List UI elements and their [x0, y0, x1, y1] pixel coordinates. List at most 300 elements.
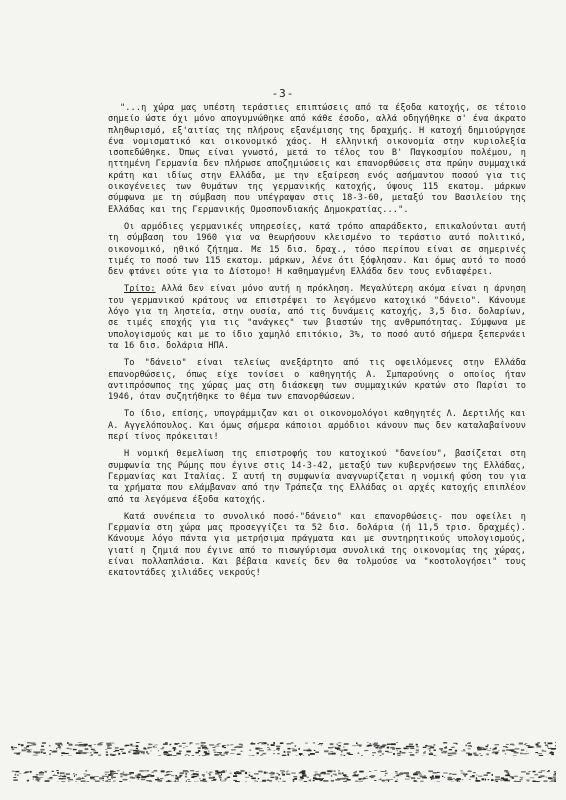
noise-speck: [33, 779, 34, 780]
noise-speck: [445, 752, 446, 754]
noise-speck: [21, 744, 24, 746]
noise-speck: [448, 755, 450, 756]
noise-speck: [52, 751, 57, 752]
paragraph-text: Οι αρμόδιες γερμανικές υπηρεσίες, κατά τρόπο απαράδεκτο, επικαλούνται αυτή τη σύμβαση του 1960 για να θεωρήσουν κλεισμένο το τεράστιο αυτό πολιτικό, οικονομικό, ηθικό ζήτημα. Με 15 δισ. δραχ., τόσο περίπου είναι σε σημερινές τιμές το ποσό των 115 εκατομ. μάρκων, λένε ότι ξόφλησαν. Και όμως αυτό το ποσό δεν φτάνει ούτε για το Δίστομο! Η καθημαγμένη Ελλάδα δεν τους ενδιαφέρει.: [108, 221, 526, 278]
noise-speck: [299, 780, 303, 781]
noise-speck: [199, 755, 200, 756]
noise-speck: [13, 780, 17, 781]
noise-speck: [18, 753, 21, 754]
noise-speck: [403, 748, 406, 749]
noise-speck: [443, 751, 447, 753]
noise-speck: [23, 773, 25, 774]
noise-speck: [337, 778, 341, 780]
noise-speck: [273, 742, 275, 744]
noise-speck: [209, 774, 211, 775]
noise-speck: [37, 780, 39, 781]
noise-speck: [130, 744, 132, 746]
noise-speck: [113, 773, 118, 774]
noise-speck: [512, 778, 514, 779]
noise-speck: [201, 745, 203, 746]
noise-speck: [333, 774, 337, 775]
paragraph-prefix: Τρίτο:: [124, 284, 156, 295]
noise-speck: [79, 744, 83, 745]
noise-speck: [424, 776, 426, 777]
noise-speck: [193, 773, 197, 775]
noise-speck: [399, 748, 401, 749]
noise-speck: [145, 776, 147, 777]
noise-speck: [55, 743, 60, 745]
noise-speck: [428, 749, 431, 750]
noise-speck: [233, 775, 237, 777]
noise-speck: [343, 781, 347, 782]
noise-speck: [530, 778, 535, 779]
noise-speck: [108, 779, 111, 780]
noise-speck: [169, 774, 171, 775]
noise-speck: [206, 772, 207, 773]
noise-speck: [12, 771, 15, 772]
noise-speck: [267, 747, 270, 748]
paragraph-text: "...η χώρα μας υπέστη τεράστιες επιπτώσεις από τα έξοδα κατοχής, σε τέτοιο σημείο ώστε όχι μόνο απογυμνώθηκε από κάθε έσοδο, αλλά οδηγήθηκε σ' ένα άκρατο πληθωρισμό, εξ'αιτίας της πλήρους εξανέμισης της δραχμής. Η κατοχή δημιούργησε ένα νομισματικό και οικονομικό χάος. Η ελληνική οικονομία στην κυριολεξία ισοπεδώθηκε. Όπως είναι γνωστό, μετά το τέλος του Β' Παγκοσμίου πολέμου, η ηττημένη Γερμανία δεν πλήρωσε αποζημιώσεις και επανορθώσεις στα πρώην συμμαχικά κράτη και ιδίως στην Ελλάδα, με την εξαίρεση ενός ασήμαντου ποσού για τις οικογένειες των θυμάτων της γερμανικής κατοχής, ύψους 115 εκατομ. μάρκων σύμφωνα με τη σύμβαση που υπέγραψαν στις 18-3-60, μεταξύ του Βασιλείου της Ελλάδας και της Γερμανικής Ομοσπονδιακής Δημοκρατίας...".: [108, 103, 526, 215]
noise-speck: [338, 745, 341, 747]
noise-speck: [14, 747, 17, 748]
noise-speck: [119, 781, 121, 782]
noise-speck: [341, 751, 342, 752]
noise-speck: [177, 752, 179, 753]
noise-speck: [123, 779, 128, 781]
noise-speck: [293, 776, 297, 777]
noise-speck: [303, 750, 308, 751]
noise-speck: [487, 772, 491, 773]
noise-speck: [107, 748, 112, 749]
paragraph: [108, 358, 526, 403]
noise-speck: [519, 743, 523, 745]
noise-speck: [547, 746, 548, 748]
noise-speck: [291, 748, 295, 749]
noise-speck: [328, 753, 333, 755]
noise-speck: [273, 773, 275, 775]
noise-speck: [221, 755, 225, 756]
noise-speck: [545, 777, 547, 778]
noise-speck: [367, 742, 368, 743]
noise-speck: [277, 753, 280, 754]
noise-speck: [468, 770, 471, 772]
noise-speck: [40, 749, 44, 751]
noise-speck: [125, 745, 129, 746]
noise-speck: [541, 770, 546, 771]
noise-speck: [59, 778, 63, 779]
noise-speck: [449, 749, 452, 750]
noise-speck: [315, 752, 319, 753]
noise-speck: [480, 747, 484, 748]
page-number: -3-: [271, 87, 295, 100]
noise-speck: [136, 745, 139, 747]
noise-speck: [302, 775, 306, 777]
noise-speck: [53, 750, 57, 752]
noise-speck: [448, 753, 452, 755]
noise-speck: [76, 752, 81, 754]
noise-speck: [174, 743, 178, 745]
noise-speck: [467, 771, 472, 772]
noise-speck: [435, 776, 440, 778]
noise-speck: [286, 772, 288, 773]
noise-speck: [142, 751, 145, 753]
noise-speck: [110, 743, 115, 744]
noise-speck: [39, 777, 44, 778]
noise-speck: [503, 746, 507, 747]
noise-speck: [244, 771, 245, 772]
noise-speck: [91, 749, 95, 750]
noise-speck: [396, 773, 398, 774]
noise-speck: [49, 753, 51, 755]
noise-speck: [12, 749, 15, 750]
noise-speck: [164, 775, 166, 776]
noise-speck: [197, 775, 199, 776]
noise-speck: [39, 774, 44, 775]
noise-speck: [35, 777, 38, 778]
noise-speck: [487, 772, 490, 773]
noise-speck: [532, 781, 535, 783]
noise-speck: [201, 742, 206, 743]
noise-speck: [61, 755, 63, 756]
noise-speck: [150, 751, 152, 752]
noise-speck: [335, 747, 340, 749]
noise-speck: [327, 770, 332, 772]
noise-speck: [205, 748, 209, 750]
noise-speck: [548, 748, 552, 749]
noise-speck: [143, 748, 146, 750]
noise-speck: [166, 772, 168, 773]
noise-speck: [343, 747, 344, 748]
noise-speck: [185, 773, 187, 775]
noise-speck: [468, 748, 471, 749]
noise-speck: [328, 747, 333, 748]
noise-speck: [473, 772, 476, 773]
noise-speck: [547, 771, 550, 772]
noise-speck: [158, 755, 161, 756]
noise-speck: [549, 781, 554, 782]
noise-speck: [423, 747, 427, 748]
noise-speck: [78, 742, 82, 743]
paragraph-quote: [108, 103, 526, 216]
noise-speck: [353, 772, 355, 773]
noise-speck: [315, 778, 320, 780]
noise-speck: [338, 748, 341, 749]
noise-speck: [397, 750, 398, 751]
noise-speck: [253, 755, 255, 756]
noise-speck: [394, 777, 396, 778]
noise-speck: [13, 777, 16, 778]
noise-speck: [456, 781, 458, 782]
noise-speck: [416, 752, 418, 753]
noise-speck: [178, 743, 179, 744]
noise-speck: [185, 755, 187, 756]
noise-speck: [274, 750, 275, 751]
noise-speck: [470, 776, 475, 777]
noise-speck: [75, 744, 79, 745]
noise-speck: [121, 751, 123, 752]
noise-speck: [202, 747, 203, 749]
noise-speck: [68, 779, 73, 780]
noise-speck: [110, 754, 112, 756]
noise-speck: [174, 749, 176, 750]
noise-speck: [190, 770, 194, 771]
noise-speck: [86, 781, 89, 782]
noise-speck: [387, 744, 391, 745]
noise-speck: [146, 780, 151, 781]
noise-speck: [123, 774, 127, 776]
noise-speck: [107, 780, 108, 781]
noise-speck: [217, 752, 222, 753]
noise-speck: [429, 753, 433, 755]
noise-speck: [252, 742, 253, 743]
noise-speck: [338, 770, 339, 771]
noise-speck: [52, 771, 54, 772]
noise-speck: [269, 773, 273, 774]
noise-speck: [433, 772, 437, 773]
noise-speck: [514, 781, 516, 782]
noise-speck: [250, 776, 252, 777]
paragraph-text: Αλλά δεν είναι μόνο αυτή η πρόκληση. Μεγαλύτερη ακόμα είναι η άρνηση του γερμανικού κράτους να επιστρέψει το λεγόμενο κατοχικό "δάνειο". Κάνουμε λόγο για τη ληστεία, στην ουσία, από τις δυνάμεις κατοχής, 3,5 δισ. δολαρίων, σε τιμές εποχής για τις "ανάγκες" των βιαστών της ανθρωπότητας. Σύμφωνα με υπολογισμούς και με το ίδιο χαμηλό επιτόκιο, 3%, το ποσό αυτό σήμερα ξεπερνάει τα 16 δισ. δολάρια ΗΠΑ.: [108, 284, 526, 351]
noise-speck: [86, 753, 88, 754]
noise-speck: [237, 754, 241, 755]
noise-speck: [27, 742, 32, 743]
noise-speck: [35, 777, 37, 778]
noise-speck: [428, 746, 432, 747]
noise-speck: [179, 775, 182, 776]
noise-speck: [406, 773, 409, 775]
noise-speck: [283, 771, 285, 772]
noise-speck: [251, 778, 256, 780]
noise-speck: [359, 778, 362, 780]
noise-speck: [203, 779, 206, 781]
noise-speck: [378, 780, 379, 781]
noise-speck: [98, 744, 102, 746]
noise-speck: [54, 774, 55, 775]
noise-speck: [198, 748, 201, 749]
noise-speck: [108, 745, 113, 746]
noise-speck: [359, 746, 361, 747]
noise-speck: [314, 775, 316, 777]
noise-speck: [476, 775, 477, 776]
noise-speck: [495, 752, 498, 754]
noise-speck: [293, 750, 297, 752]
noise-speck: [141, 776, 146, 778]
noise-speck: [548, 743, 553, 745]
noise-speck: [19, 773, 21, 774]
noise-speck: [304, 781, 308, 782]
noise-speck: [170, 755, 174, 756]
noise-speck: [160, 778, 163, 779]
noise-speck: [338, 742, 341, 743]
noise-speck: [138, 746, 140, 747]
noise-speck: [432, 778, 437, 779]
noise-speck: [344, 755, 346, 756]
noise-speck: [110, 754, 114, 755]
noise-speck: [528, 746, 533, 748]
noise-speck: [280, 778, 281, 780]
noise-speck: [209, 772, 212, 773]
noise-speck: [393, 753, 395, 755]
noise-speck: [555, 773, 556, 774]
noise-speck: [344, 778, 348, 779]
noise-speck: [231, 744, 234, 745]
noise-speck: [62, 776, 66, 777]
noise-speck: [309, 780, 311, 781]
noise-speck: [191, 774, 196, 775]
noise-speck: [449, 774, 451, 775]
noise-speck: [238, 772, 242, 774]
noise-speck: [368, 745, 372, 747]
noise-speck: [500, 780, 504, 781]
noise-speck: [154, 745, 157, 746]
noise-speck: [147, 770, 149, 771]
noise-speck: [372, 752, 376, 753]
noise-speck: [91, 754, 93, 755]
noise-speck: [326, 773, 329, 774]
noise-speck: [18, 744, 20, 745]
noise-speck: [126, 779, 127, 780]
noise-speck: [535, 781, 540, 782]
noise-speck: [222, 770, 224, 771]
noise-speck: [149, 776, 154, 777]
noise-speck: [457, 778, 461, 780]
noise-speck: [468, 754, 471, 756]
noise-speck: [271, 744, 275, 746]
noise-speck: [138, 778, 139, 779]
noise-speck: [58, 744, 61, 746]
noise-speck: [258, 748, 262, 749]
noise-speck: [200, 780, 203, 781]
noise-speck: [175, 775, 177, 777]
noise-speck: [430, 777, 434, 779]
noise-speck: [428, 770, 433, 772]
noise-speck: [330, 771, 332, 772]
noise-speck: [257, 781, 258, 782]
noise-speck: [139, 751, 142, 753]
noise-speck: [82, 745, 86, 747]
noise-speck: [506, 772, 509, 773]
noise-speck: [102, 776, 105, 777]
noise-speck: [434, 744, 436, 746]
noise-speck: [331, 780, 334, 782]
noise-speck: [225, 752, 229, 753]
noise-speck: [385, 775, 386, 776]
noise-speck: [120, 776, 122, 778]
noise-speck: [58, 776, 60, 777]
noise-speck: [520, 753, 523, 754]
noise-speck: [191, 777, 194, 778]
noise-speck: [122, 753, 126, 754]
noise-speck: [417, 778, 420, 779]
noise-speck: [95, 781, 100, 783]
noise-speck: [284, 751, 286, 753]
noise-speck: [376, 747, 379, 748]
noise-speck: [139, 770, 143, 772]
noise-speck: [73, 773, 75, 774]
noise-speck: [396, 748, 400, 749]
noise-speck: [486, 754, 489, 756]
noise-speck: [399, 773, 403, 775]
noise-speck: [258, 771, 262, 773]
noise-speck: [478, 746, 479, 748]
noise-speck: [481, 755, 483, 756]
noise-speck: [294, 778, 297, 780]
noise-speck: [553, 777, 556, 778]
noise-speck: [513, 777, 515, 778]
noise-speck: [141, 752, 145, 753]
noise-speck: [332, 753, 336, 755]
noise-speck: [416, 746, 418, 747]
noise-speck: [267, 750, 271, 751]
noise-speck: [107, 745, 109, 747]
noise-speck: [179, 751, 182, 752]
noise-speck: [89, 745, 92, 746]
noise-speck: [378, 751, 380, 752]
noise-speck: [115, 750, 119, 751]
noise-speck: [479, 753, 480, 754]
noise-speck: [466, 753, 470, 754]
noise-speck: [37, 751, 40, 753]
noise-speck: [485, 746, 488, 747]
noise-speck: [98, 755, 101, 756]
noise-speck: [82, 745, 85, 746]
noise-speck: [150, 775, 154, 777]
noise-speck: [347, 779, 351, 781]
noise-speck: [358, 781, 363, 782]
noise-speck: [532, 747, 535, 748]
noise-speck: [260, 755, 261, 756]
noise-speck: [544, 751, 546, 752]
noise-speck: [527, 782, 529, 783]
noise-speck: [400, 751, 402, 753]
noise-speck: [128, 751, 130, 753]
paragraph-text: Κατά συνέπεια το συνολικό ποσό-"δάνειο" και επανορθώσεις- που οφείλει η Γερμανία στη χώρα μας προσεγγίζει τα 52 δισ. δολάρια (ή 11,5 τρισ. δραχμές). Κάνουμε λόγο πάντα για μετρήσιμα πράγματα και με συντηρητικούς υπολογισμούς, γιατί η ζημιά που έγινε από το πισωγύρισμα συνολικά της οικονομίας της χώρας, είναι πολλαπλάσια. Και βέβαια κανείς δεν θα τολμούσε να "κοστολογήσει" τους εκατοντάδες χιλιάδες νεκρούς!: [108, 511, 526, 579]
noise-speck: [344, 744, 346, 745]
noise-speck: [539, 755, 543, 756]
noise-speck: [521, 778, 522, 780]
noise-speck: [510, 750, 515, 752]
noise-speck: [520, 777, 524, 778]
noise-speck: [203, 747, 205, 749]
noise-speck: [344, 749, 348, 750]
noise-speck: [117, 771, 119, 772]
noise-speck: [525, 743, 527, 744]
noise-speck: [407, 748, 409, 749]
noise-speck: [258, 778, 259, 779]
noise-speck: [544, 780, 548, 782]
noise-speck: [320, 780, 323, 781]
noise-speck: [219, 753, 221, 755]
noise-speck: [167, 755, 170, 756]
noise-speck: [314, 750, 316, 751]
noise-speck: [398, 755, 401, 756]
noise-speck: [123, 752, 125, 753]
noise-speck: [138, 774, 141, 775]
noise-speck: [420, 776, 424, 778]
noise-speck: [441, 752, 443, 753]
noise-speck: [115, 747, 119, 748]
noise-speck: [221, 781, 226, 782]
noise-speck: [537, 742, 540, 743]
noise-speck: [42, 742, 46, 744]
noise-speck: [477, 747, 482, 749]
noise-speck: [482, 749, 486, 750]
noise-speck: [26, 749, 29, 750]
noise-speck: [75, 782, 76, 783]
noise-speck: [298, 748, 300, 750]
noise-speck: [276, 748, 277, 750]
noise-speck: [56, 748, 57, 749]
